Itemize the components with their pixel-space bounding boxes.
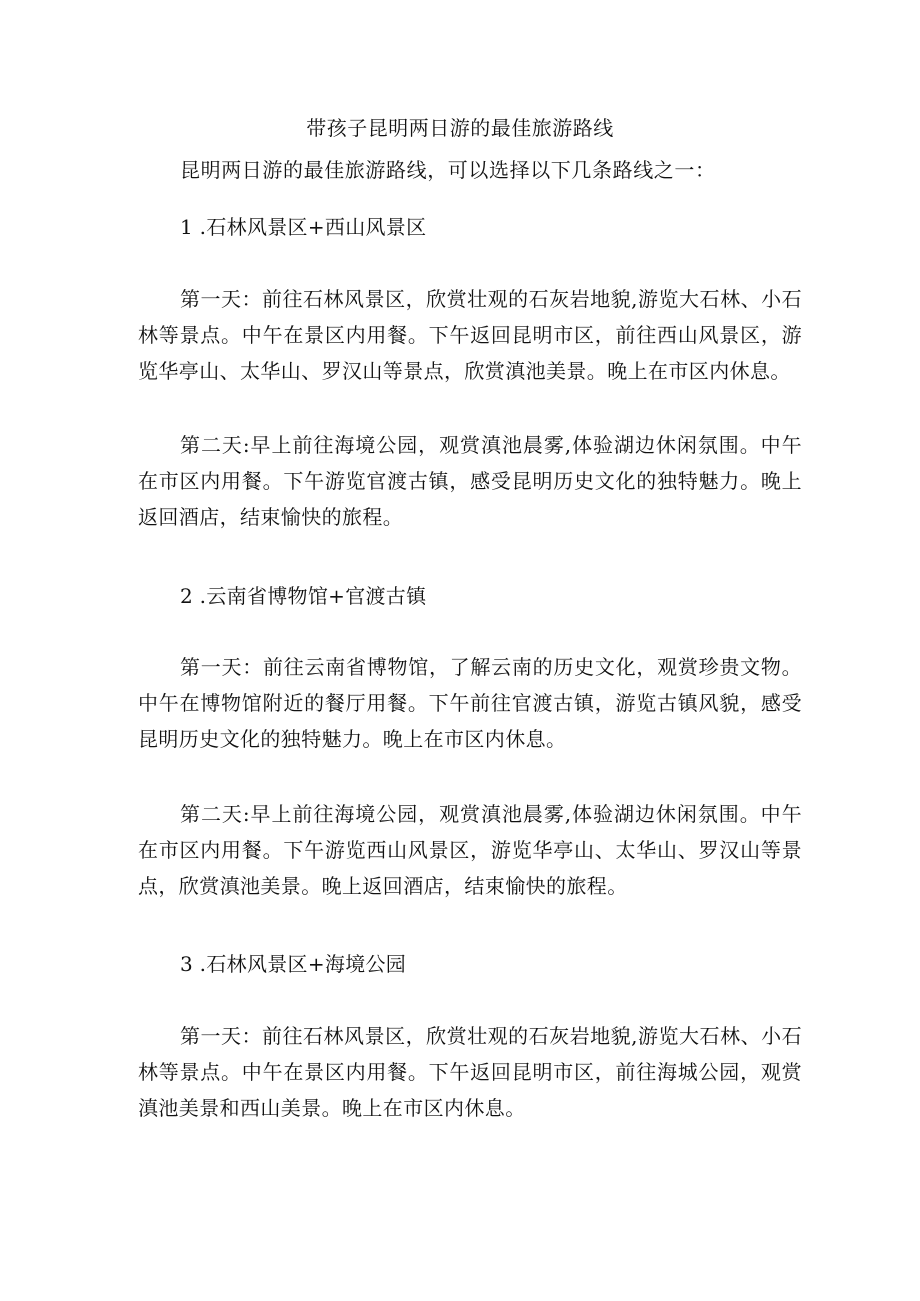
intro-text: 昆明两日游的最佳旅游路线，可以选择以下几条路线之一：	[180, 158, 716, 182]
route-2-heading: 2 .云南省博物馆+官渡古镇	[180, 584, 427, 608]
route-2-day-1: 第一天：前往云南省博物馆，了解云南的历史文化，观赏珍贵文物。中午在博物馆附近的餐厅用餐。下午前往官渡古镇，游览古镇风貌，感受昆明历史文化的独特魅力。晚上在市区内休息。	[138, 655, 802, 751]
document-title: 带孩子昆明两日游的最佳旅游路线	[306, 116, 614, 140]
route-1-heading: 1 .石林风景区+西山风景区	[180, 215, 427, 239]
route-3-heading: 3 .石林风景区+海境公园	[180, 952, 407, 976]
route-1-day-1: 第一天：前往石林风景区，欣赏壮观的石灰岩地貌,游览大石林、小石林等景点。中午在景区内用餐。下午返回昆明市区，前往西山风景区，游览华亭山、太华山、罗汉山等景点，欣赏滇池美景。晚上在市区内休息。	[138, 287, 802, 383]
route-1-day-2: 第二天:早上前往海境公园，观赏滇池晨雾,体验湖边休闲氛围。中午在市区内用餐。下午游览官渡古镇，感受昆明历史文化的独特魅力。晚上返回酒店，结束愉快的旅程。	[138, 433, 802, 529]
route-2-day-2: 第二天:早上前往海境公园，观赏滇池晨雾,体验湖边休闲氛围。中午在市区内用餐。下午游览西山风景区，游览华亭山、太华山、罗汉山等景点，欣赏滇池美景。晚上返回酒店，结束愉快的旅程。	[138, 802, 802, 898]
route-3-day-1: 第一天：前往石林风景区，欣赏壮观的石灰岩地貌,游览大石林、小石林等景点。中午在景区内用餐。下午返回昆明市区，前往海城公园，观赏滇池美景和西山美景。晚上在市区内休息。	[138, 1024, 802, 1120]
